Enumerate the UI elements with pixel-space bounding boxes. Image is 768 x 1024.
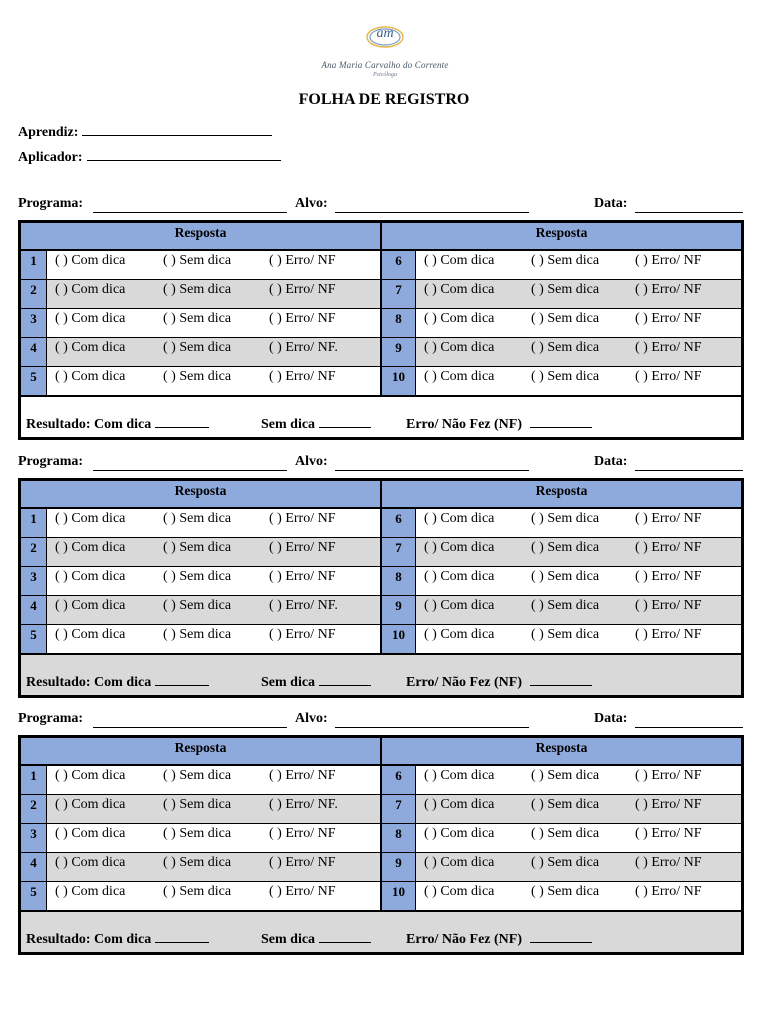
erro-nf-checkbox[interactable]: ( ) Erro/ NF [635,311,702,326]
table-row [21,367,380,397]
trial-number: 2 [21,795,47,823]
com-dica-checkbox[interactable]: ( ) Com dica [424,569,495,584]
erro-nf-checkbox[interactable]: ( ) Erro/ NF [269,627,336,642]
com-dica-checkbox[interactable]: ( ) Com dica [55,884,126,899]
response-options [47,338,380,366]
sem-dica-checkbox[interactable]: ( ) Sem dica [163,540,232,555]
result-sem-dica-label: Sem dica [261,675,316,690]
table-row [382,766,741,795]
com-dica-checkbox[interactable]: ( ) Com dica [424,797,495,812]
right-column [380,251,741,397]
table-row [382,338,741,367]
trial-number: 9 [382,338,416,366]
table-row [21,853,380,882]
sem-dica-checkbox[interactable]: ( ) Sem dica [531,569,600,584]
trial-number: 5 [21,882,47,910]
erro-nf-checkbox[interactable]: ( ) Erro/ NF [635,797,702,812]
response-options [416,824,741,852]
logo [305,22,465,82]
program-row [18,196,744,216]
sem-dica-checkbox[interactable]: ( ) Sem dica [163,340,232,355]
record-table [18,478,744,698]
trial-number: 5 [21,625,47,653]
sem-dica-checkbox[interactable]: ( ) Sem dica [163,253,232,268]
trial-number: 10 [382,625,416,653]
trial-number: 2 [21,280,47,308]
result-erro [406,930,592,948]
sem-dica-checkbox[interactable]: ( ) Sem dica [163,369,232,384]
result-erro [406,415,592,433]
trial-number: 3 [21,309,47,337]
alvo-label: Alvo: [295,454,328,469]
table-row [382,509,741,538]
response-options [47,853,380,881]
response-options [47,367,380,395]
result-sem-dica [261,930,371,948]
erro-nf-checkbox[interactable]: ( ) Erro/ NF [269,884,336,899]
aplicador-field [18,147,281,166]
sem-dica-checkbox[interactable]: ( ) Sem dica [531,768,600,783]
response-options [47,795,380,823]
com-dica-checkbox[interactable]: ( ) Com dica [55,369,126,384]
result-sem-dica-label: Sem dica [261,417,316,432]
result-com-dica-label: Resultado: Com dica [26,932,152,947]
trial-number: 1 [21,766,47,794]
com-dica-checkbox[interactable]: ( ) Com dica [55,598,126,613]
sem-dica-checkbox[interactable]: ( ) Sem dica [531,253,600,268]
resposta-header-left: Resposta [174,225,227,240]
alvo-input-line[interactable] [335,457,529,471]
result-sem-dica [261,673,371,691]
com-dica-checkbox[interactable]: ( ) Com dica [55,311,126,326]
response-options [47,567,380,595]
response-options [416,596,741,624]
trial-number: 6 [382,766,416,794]
response-options [416,625,741,653]
table-row [21,251,380,280]
table-row [382,280,741,309]
record-table [18,220,744,440]
erro-nf-checkbox[interactable]: ( ) Erro/ NF [269,855,336,870]
trial-number: 6 [382,251,416,279]
com-dica-checkbox[interactable]: ( ) Com dica [424,768,495,783]
trial-number: 9 [382,853,416,881]
result-erro [406,673,592,691]
sem-dica-checkbox[interactable]: ( ) Sem dica [163,511,232,526]
response-options [416,509,741,537]
response-options [47,625,380,653]
record-table [18,735,744,955]
data-label: Data: [594,711,628,726]
response-options [416,338,741,366]
table-row [21,338,380,367]
table-row [21,309,380,338]
trial-number: 4 [21,853,47,881]
sem-dica-checkbox[interactable]: ( ) Sem dica [163,826,232,841]
trial-number: 5 [21,367,47,395]
record-block [18,711,744,955]
sem-dica-checkbox[interactable]: ( ) Sem dica [531,598,600,613]
trial-number: 9 [382,596,416,624]
result-com-dica-line[interactable] [155,930,209,943]
record-block [18,196,744,440]
sem-dica-checkbox[interactable]: ( ) Sem dica [531,884,600,899]
table-row [382,853,741,882]
response-options [47,882,380,910]
table-row [382,596,741,625]
programa-input-line[interactable] [93,457,287,471]
table-row [382,251,741,280]
com-dica-checkbox[interactable]: ( ) Com dica [55,797,126,812]
resposta-header-right: Resposta [380,481,741,507]
table-row [21,280,380,309]
response-options [47,766,380,794]
table-row [21,882,380,912]
table-row [382,538,741,567]
com-dica-checkbox[interactable]: ( ) Com dica [424,540,495,555]
table-row [21,625,380,655]
sem-dica-checkbox[interactable]: ( ) Sem dica [531,540,600,555]
sem-dica-checkbox[interactable]: ( ) Sem dica [531,511,600,526]
trial-number: 8 [382,309,416,337]
alvo-input-line[interactable] [335,199,529,213]
com-dica-checkbox[interactable]: ( ) Com dica [424,511,495,526]
response-options [416,367,741,395]
sem-dica-checkbox[interactable]: ( ) Sem dica [163,598,232,613]
erro-nf-checkbox[interactable]: ( ) Erro/ NF [269,768,336,783]
sem-dica-checkbox[interactable]: ( ) Sem dica [163,768,232,783]
result-com-dica-line[interactable] [155,415,209,428]
response-options [47,251,380,279]
com-dica-checkbox[interactable]: ( ) Com dica [424,884,495,899]
sem-dica-checkbox[interactable]: ( ) Sem dica [163,569,232,584]
erro-nf-checkbox[interactable]: ( ) Erro/ NF. [269,797,338,812]
result-sem-dica-line[interactable] [319,415,371,428]
result-erro-label: Erro/ Não Fez (NF) [406,417,522,432]
erro-nf-checkbox[interactable]: ( ) Erro/ NF [269,369,336,384]
com-dica-checkbox[interactable]: ( ) Com dica [55,569,126,584]
result-com-dica [26,415,209,433]
aplicador-input-line[interactable] [87,147,281,161]
logo-subtitle: Psicóloga [373,72,397,78]
com-dica-checkbox[interactable]: ( ) Com dica [55,511,126,526]
com-dica-checkbox[interactable]: ( ) Com dica [424,340,495,355]
right-column [380,766,741,912]
response-options [47,538,380,566]
table-row [382,309,741,338]
sem-dica-checkbox[interactable]: ( ) Sem dica [163,311,232,326]
resposta-header-right: Resposta [380,738,741,764]
sem-dica-checkbox[interactable]: ( ) Sem dica [163,855,232,870]
erro-nf-checkbox[interactable]: ( ) Erro/ NF. [269,598,338,613]
data-input-line[interactable] [635,457,743,471]
trial-number: 1 [21,509,47,537]
trial-number: 3 [21,824,47,852]
alvo-label: Alvo: [295,711,328,726]
trial-number: 7 [382,538,416,566]
com-dica-checkbox[interactable]: ( ) Com dica [424,282,495,297]
response-options [47,596,380,624]
aprendiz-label: Aprendiz: [18,125,79,140]
com-dica-checkbox[interactable]: ( ) Com dica [424,826,495,841]
sem-dica-checkbox[interactable]: ( ) Sem dica [163,884,232,899]
left-column [21,766,380,912]
com-dica-checkbox[interactable]: ( ) Com dica [424,311,495,326]
table-row [21,795,380,824]
alvo-label: Alvo: [295,196,328,211]
programa-label: Programa: [18,196,84,211]
trial-number: 2 [21,538,47,566]
table-header [21,738,741,766]
com-dica-checkbox[interactable]: ( ) Com dica [55,540,126,555]
com-dica-checkbox[interactable]: ( ) Com dica [55,627,126,642]
com-dica-checkbox[interactable]: ( ) Com dica [55,340,126,355]
trial-number: 4 [21,338,47,366]
aprendiz-field [18,122,272,141]
response-options [416,853,741,881]
erro-nf-checkbox[interactable]: ( ) Erro/ NF [635,768,702,783]
result-com-dica-line[interactable] [155,673,209,686]
table-row [21,538,380,567]
com-dica-checkbox[interactable]: ( ) Com dica [55,253,126,268]
data-input-line[interactable] [635,199,743,213]
com-dica-checkbox[interactable]: ( ) Com dica [424,598,495,613]
trial-number: 7 [382,280,416,308]
aplicador-label: Aplicador: [18,150,83,165]
com-dica-checkbox[interactable]: ( ) Com dica [424,253,495,268]
table-row [21,824,380,853]
table-row [21,596,380,625]
com-dica-checkbox[interactable]: ( ) Com dica [55,826,126,841]
resposta-header-left: Resposta [174,483,227,498]
erro-nf-checkbox[interactable]: ( ) Erro/ NF [635,884,702,899]
response-options [416,567,741,595]
erro-nf-checkbox[interactable]: ( ) Erro/ NF [269,311,336,326]
trial-number: 3 [21,567,47,595]
table-row [382,824,741,853]
table-header [21,223,741,251]
resposta-header-right: Resposta [380,223,741,249]
data-label: Data: [594,454,628,469]
programa-label: Programa: [18,711,84,726]
com-dica-checkbox[interactable]: ( ) Com dica [424,369,495,384]
erro-nf-checkbox[interactable]: ( ) Erro/ NF [269,569,336,584]
trial-number: 10 [382,367,416,395]
erro-nf-checkbox[interactable]: ( ) Erro/ NF [635,511,702,526]
programa-label: Programa: [18,454,84,469]
erro-nf-checkbox[interactable]: ( ) Erro/ NF [269,511,336,526]
trial-number: 8 [382,824,416,852]
response-options [47,824,380,852]
erro-nf-checkbox[interactable]: ( ) Erro/ NF [269,826,336,841]
response-options [47,280,380,308]
sem-dica-checkbox[interactable]: ( ) Sem dica [531,826,600,841]
table-row [21,509,380,538]
record-block [18,454,744,698]
aprendiz-input-line[interactable] [82,122,272,136]
erro-nf-checkbox[interactable]: ( ) Erro/ NF [635,282,702,297]
com-dica-checkbox[interactable]: ( ) Com dica [55,855,126,870]
result-com-dica-label: Resultado: Com dica [26,675,152,690]
erro-nf-checkbox[interactable]: ( ) Erro/ NF [635,855,702,870]
table-header [21,481,741,509]
result-erro-label: Erro/ Não Fez (NF) [406,932,522,947]
response-options [416,766,741,794]
response-options [416,309,741,337]
erro-nf-checkbox[interactable]: ( ) Erro/ NF [269,282,336,297]
result-erro-label: Erro/ Não Fez (NF) [406,675,522,690]
trial-number: 1 [21,251,47,279]
erro-nf-checkbox[interactable]: ( ) Erro/ NF [635,826,702,841]
response-options [416,280,741,308]
sem-dica-checkbox[interactable]: ( ) Sem dica [531,627,600,642]
sem-dica-checkbox[interactable]: ( ) Sem dica [163,282,232,297]
result-row [21,397,741,437]
table-row [382,625,741,655]
right-column [380,509,741,655]
data-label: Data: [594,196,628,211]
logo-monogram: am [376,26,394,41]
erro-nf-checkbox[interactable]: ( ) Erro/ NF [635,369,702,384]
sem-dica-checkbox[interactable]: ( ) Sem dica [531,797,600,812]
data-input-line[interactable] [635,714,743,728]
result-row [21,655,741,695]
erro-nf-checkbox[interactable]: ( ) Erro/ NF [635,598,702,613]
table-row [382,882,741,912]
com-dica-checkbox[interactable]: ( ) Com dica [424,627,495,642]
trial-number: 10 [382,882,416,910]
sem-dica-checkbox[interactable]: ( ) Sem dica [531,311,600,326]
erro-nf-checkbox[interactable]: ( ) Erro/ NF [635,253,702,268]
trial-number: 6 [382,509,416,537]
logo-name: Ana Maria Carvalho do Corrente [321,60,449,70]
result-erro-line[interactable] [530,415,592,428]
programa-input-line[interactable] [93,199,287,213]
program-row [18,454,744,474]
result-erro-line[interactable] [530,930,592,943]
erro-nf-checkbox[interactable]: ( ) Erro/ NF. [269,340,338,355]
result-com-dica [26,930,209,948]
sem-dica-checkbox[interactable]: ( ) Sem dica [163,797,232,812]
result-row [21,912,741,952]
trial-number: 4 [21,596,47,624]
resposta-header-left: Resposta [174,740,227,755]
response-options [47,309,380,337]
erro-nf-checkbox[interactable]: ( ) Erro/ NF [635,340,702,355]
response-options [416,251,741,279]
alvo-input-line[interactable] [335,714,529,728]
sem-dica-checkbox[interactable]: ( ) Sem dica [531,340,600,355]
result-sem-dica-label: Sem dica [261,932,316,947]
trial-number: 8 [382,567,416,595]
program-row [18,711,744,731]
table-row [21,766,380,795]
table-row [382,367,741,397]
table-row [382,795,741,824]
erro-nf-checkbox[interactable]: ( ) Erro/ NF [635,627,702,642]
result-sem-dica-line[interactable] [319,930,371,943]
erro-nf-checkbox[interactable]: ( ) Erro/ NF [269,253,336,268]
com-dica-checkbox[interactable]: ( ) Com dica [55,768,126,783]
trial-number: 7 [382,795,416,823]
erro-nf-checkbox[interactable]: ( ) Erro/ NF [635,540,702,555]
erro-nf-checkbox[interactable]: ( ) Erro/ NF [635,569,702,584]
sem-dica-checkbox[interactable]: ( ) Sem dica [531,282,600,297]
com-dica-checkbox[interactable]: ( ) Com dica [55,282,126,297]
result-sem-dica-line[interactable] [319,673,371,686]
table-row [382,567,741,596]
erro-nf-checkbox[interactable]: ( ) Erro/ NF [269,540,336,555]
sem-dica-checkbox[interactable]: ( ) Sem dica [163,627,232,642]
result-erro-line[interactable] [530,673,592,686]
com-dica-checkbox[interactable]: ( ) Com dica [424,855,495,870]
response-options [47,509,380,537]
page-title: FOLHA DE REGISTRO [298,91,470,108]
response-options [416,795,741,823]
left-column [21,251,380,397]
left-column [21,509,380,655]
response-options [416,882,741,910]
sem-dica-checkbox[interactable]: ( ) Sem dica [531,369,600,384]
response-options [416,538,741,566]
result-com-dica [26,673,209,691]
result-com-dica-label: Resultado: Com dica [26,417,152,432]
result-sem-dica [261,415,371,433]
programa-input-line[interactable] [93,714,287,728]
table-row [21,567,380,596]
sem-dica-checkbox[interactable]: ( ) Sem dica [531,855,600,870]
